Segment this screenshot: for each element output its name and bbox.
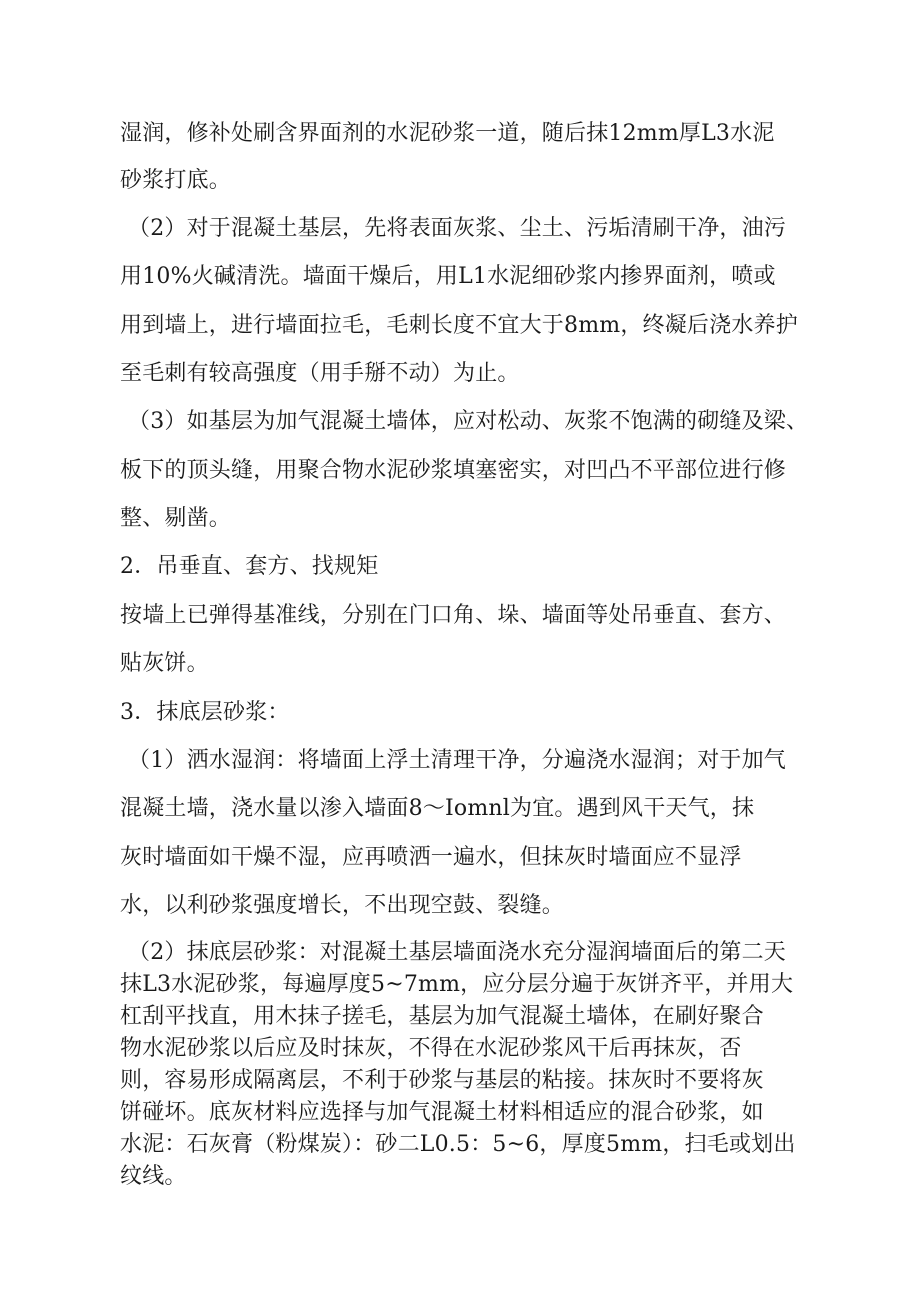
section-heading: 3．抹底层砂浆：	[120, 700, 290, 725]
text-line: 水，以利砂浆强度增长，不出现空鼓、裂缝。	[120, 893, 565, 918]
text-line: 贴灰饼。	[120, 651, 209, 676]
text-line: 整、剔凿。	[120, 506, 232, 531]
text-line: 用10%火碱清洗。墙面干燥后，用L1水泥细砂浆内掺界面剂，喷或	[120, 264, 776, 289]
text-line: 纹线。	[120, 1164, 187, 1189]
text-line: 按墙上已弹得基准线，分别在门口角、垛、墙面等处吊垂直、套方、	[120, 603, 787, 628]
text-line: （2）对于混凝土基层，先将表面灰浆、尘土、污垢清刷干净，油污	[128, 216, 786, 241]
text-line: 板下的顶头缝，用聚合物水泥砂浆填塞密实，对凹凸不平部位进行修	[120, 458, 787, 483]
text-line: 用到墙上，进行墙面拉毛，毛刺长度不宜大于8mm，终凝后浇水养护	[120, 313, 798, 338]
text-line: （2）抹底层砂浆：对混凝土基层墙面浇水充分湿润墙面后的第二天	[128, 940, 786, 965]
text-line: 至毛刺有较高强度（用手掰不动）为止。	[120, 361, 520, 386]
section-heading: 2．吊垂直、套方、找规矩	[120, 554, 379, 579]
text-line: 则，容易形成隔离层，不利于砂浆与基层的粘接。抹灰时不要将灰	[120, 1068, 764, 1093]
text-line: 灰时墙面如干燥不湿，应再喷洒一遍水，但抹灰时墙面应不显浮	[120, 845, 742, 870]
text-line: 水泥：石灰膏（粉煤炭）：砂二L0.5：5~6，厚度5mm，扫毛或划出	[120, 1132, 796, 1157]
text-line: （1）洒水湿润：将墙面上浮土清理干净，分遍浇水湿润；对于加气	[128, 748, 786, 773]
text-line: （3）如基层为加气混凝土墙体，应对松动、灰浆不饱满的砌缝及梁、	[128, 409, 809, 434]
text-line: 杠刮平找直，用木抹子搓毛，基层为加气混凝土墙体，在刷好聚合	[120, 1004, 764, 1029]
text-line: 湿润，修补处刷含界面剂的水泥砂浆一道，随后抹12mm厚L3水泥	[120, 121, 775, 146]
text-line: 混凝土墙，浇水量以渗入墙面8～Iomnl为宜。遇到风干天气，抹	[120, 796, 755, 821]
text-line: 饼碰坏。底灰材料应选择与加气混凝土材料相适应的混合砂浆，如	[120, 1100, 764, 1125]
text-line: 砂浆打底。	[120, 168, 232, 193]
text-line: 物水泥砂浆以后应及时抹灰，不得在水泥砂浆风干后再抹灰，否	[120, 1036, 742, 1061]
text-line: 抹L3水泥砂浆，每遍厚度5~7mm，应分层分遍于灰饼齐平，并用大	[120, 972, 794, 997]
